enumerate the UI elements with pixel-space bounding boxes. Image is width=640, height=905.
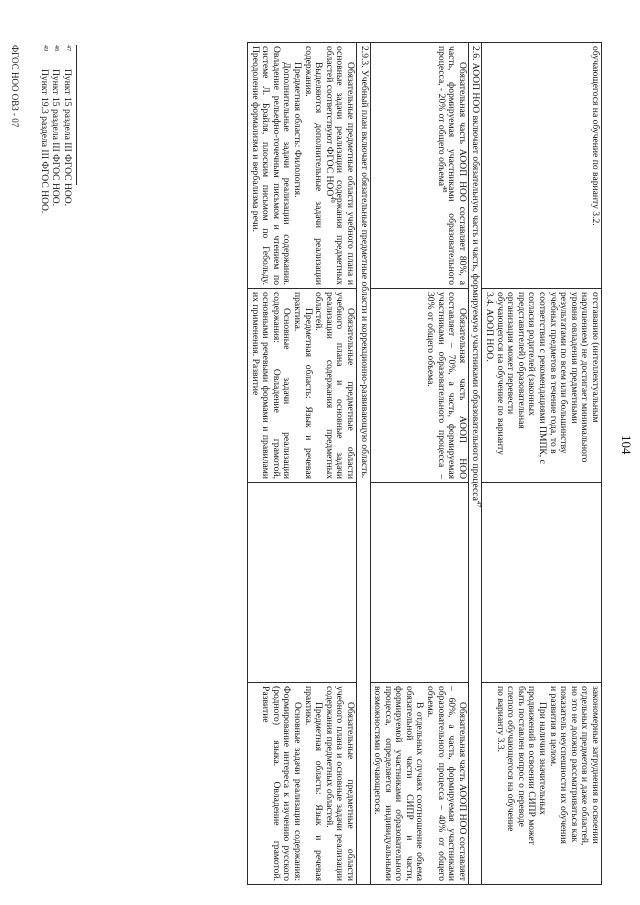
footnote-text: Пункт 15 раздела III ФГОС НОО. (62, 69, 73, 207)
text-line: показатель неуспешности их обучения (558, 686, 570, 844)
comparison-table (247, 42, 602, 885)
footnote (50, 45, 62, 213)
section-heading (468, 43, 482, 885)
text-line: слепого обучающегося на обучение (505, 686, 517, 832)
table-cell (482, 43, 602, 289)
table-cell (370, 483, 468, 683)
text-line: продвижений в освоении СИПР может (526, 686, 538, 845)
text-line: нарушением) не достигает минимального (579, 292, 591, 463)
table-cell (482, 289, 602, 483)
table-cell (370, 289, 468, 483)
text-line: и развития в целом. (547, 686, 559, 767)
text-line: отставанию (интеллектуальным (590, 292, 601, 423)
footnote-text: Пункт 19.3 раздела III ФГОС НОО. (39, 69, 50, 214)
table-cell (248, 43, 357, 289)
table-cell (248, 683, 357, 885)
section-title: 2.9.3. Учебный план включает обязательные предметные области и коррекционно-развивающую область. (358, 46, 370, 479)
footnote-ref: 48 (440, 186, 448, 193)
cell-text (494, 686, 600, 881)
table-row (356, 43, 370, 885)
table-cell (248, 483, 357, 683)
cell-text: Обязательная часть АООП НОО составляет – 70%, а часть, формируемая участниками образовательного процесса – 30% от общего объема. (425, 292, 468, 479)
footnote (39, 45, 51, 213)
table-row (370, 43, 468, 885)
cell-text: Обязательная часть АООП НОО составляет 80%, а часть, формируемая участниками образовательного процесса, - 20% от общего объема (435, 46, 468, 285)
section-heading (356, 43, 370, 885)
table-row (248, 43, 357, 885)
text-line: соответствии с рекомендациями ПМПК, с (537, 292, 549, 464)
table-row (482, 43, 602, 885)
section-title: 2.6. АООП НОО включает обязательную часть и часть, формируемую участниками образовательного процесса (470, 46, 482, 501)
cell-text: Обязательные предметные области учебного плана и основные задачи реализации содержания предметных областей. (323, 686, 356, 881)
footnotes (39, 45, 78, 213)
footnote-ref: 47 (475, 500, 483, 508)
footnote-divider (76, 45, 77, 185)
cell-text: Предметная область: Филология. (291, 62, 303, 198)
table-cell (370, 683, 468, 885)
text-line: но это не должно рассматриваться как (568, 686, 580, 843)
footnote-number: 49 (42, 45, 48, 51)
text-line: учебных предметов в течение года, то в (547, 292, 559, 454)
table-row (468, 43, 482, 885)
cell-text: В отдельных случаях соотношение объема обязательной части СИПР и части, формируемой участниками образовательного процесса, определяется индивидуальными возможностями обучающегося. (372, 686, 426, 881)
footnote-number: 47 (65, 45, 71, 51)
cell-text: Предметная область: Язык и речевая практика. (302, 686, 325, 881)
footnote-number: 48 (53, 45, 60, 51)
cell-text: Обязательные предметные области учебного плана и основные задачи реализации содержания предметных областей. (313, 292, 356, 479)
table-cell (248, 289, 357, 483)
cell-text: Дополнительные задачи реализации содержания. Овладение рельефно-точечным письмом и чтением по системе Л. Брайля, плоским письмом по Гебольду. Преодоление формализма и вербализма речи. (249, 46, 293, 285)
text-line: по варианту 3.3. (494, 686, 506, 752)
cell-text: обучающегося на обучение по варианту 3.2. (590, 46, 601, 226)
text-line: результатами по всем или большинству (558, 292, 570, 454)
text-line: 3.4. АООП НОО. (484, 292, 496, 362)
cell-text (483, 292, 600, 479)
text-line: согласия родителей (законных (526, 292, 538, 416)
text-line: обучающегося на обучение по варианту (494, 292, 506, 455)
cell-text: Основные задачи реализации содержания: Формирование интереса к изучению русского (родного) языка. Овладение грамотой. Развитие (260, 686, 303, 881)
table-cell (482, 483, 602, 683)
text-line: уровня овладения предметными (568, 292, 580, 424)
table-cell (370, 43, 468, 289)
footnote (62, 45, 74, 213)
document-code: ФГОС НОО ОВЗ - 07 (10, 45, 20, 128)
text-line: организация может перевести (505, 292, 517, 415)
text-line: закономерные затруднения в освоении (590, 686, 601, 844)
footnote-ref: 49 (328, 196, 336, 203)
table-cell (482, 683, 602, 885)
cell-text: Обязательные предметные области учебного плана и основные задачи реализации содержания предметных областей соответствуют ФГОС НОО (323, 46, 356, 285)
text-line: отдельных предметов и даже областей, (579, 686, 591, 846)
page-number: 104 (619, 435, 634, 455)
text-line: быть поставлен вопрос о переводе (515, 686, 527, 827)
cell-text: Обязательная часть АООП НОО составляет – 60%, а часть, формируемая участниками образовательного процесса – 40% от общего объема. (425, 686, 468, 881)
text-line: представителей) образовательная (515, 292, 527, 429)
cell-text: Основные задачи реализации содержания: Овладение грамотой, основными речевыми формами и правилами их применения. Развитие (249, 292, 293, 479)
cell-text: Выделяются дополнительные задачи реализации содержания. (302, 46, 325, 285)
footnote-text: Пункт 15 раздела III ФГОС НОО. (50, 69, 62, 207)
cell-text: Предметная область: Язык и речевая практика. (291, 292, 314, 479)
text-line: При наличии значительных (537, 702, 549, 815)
